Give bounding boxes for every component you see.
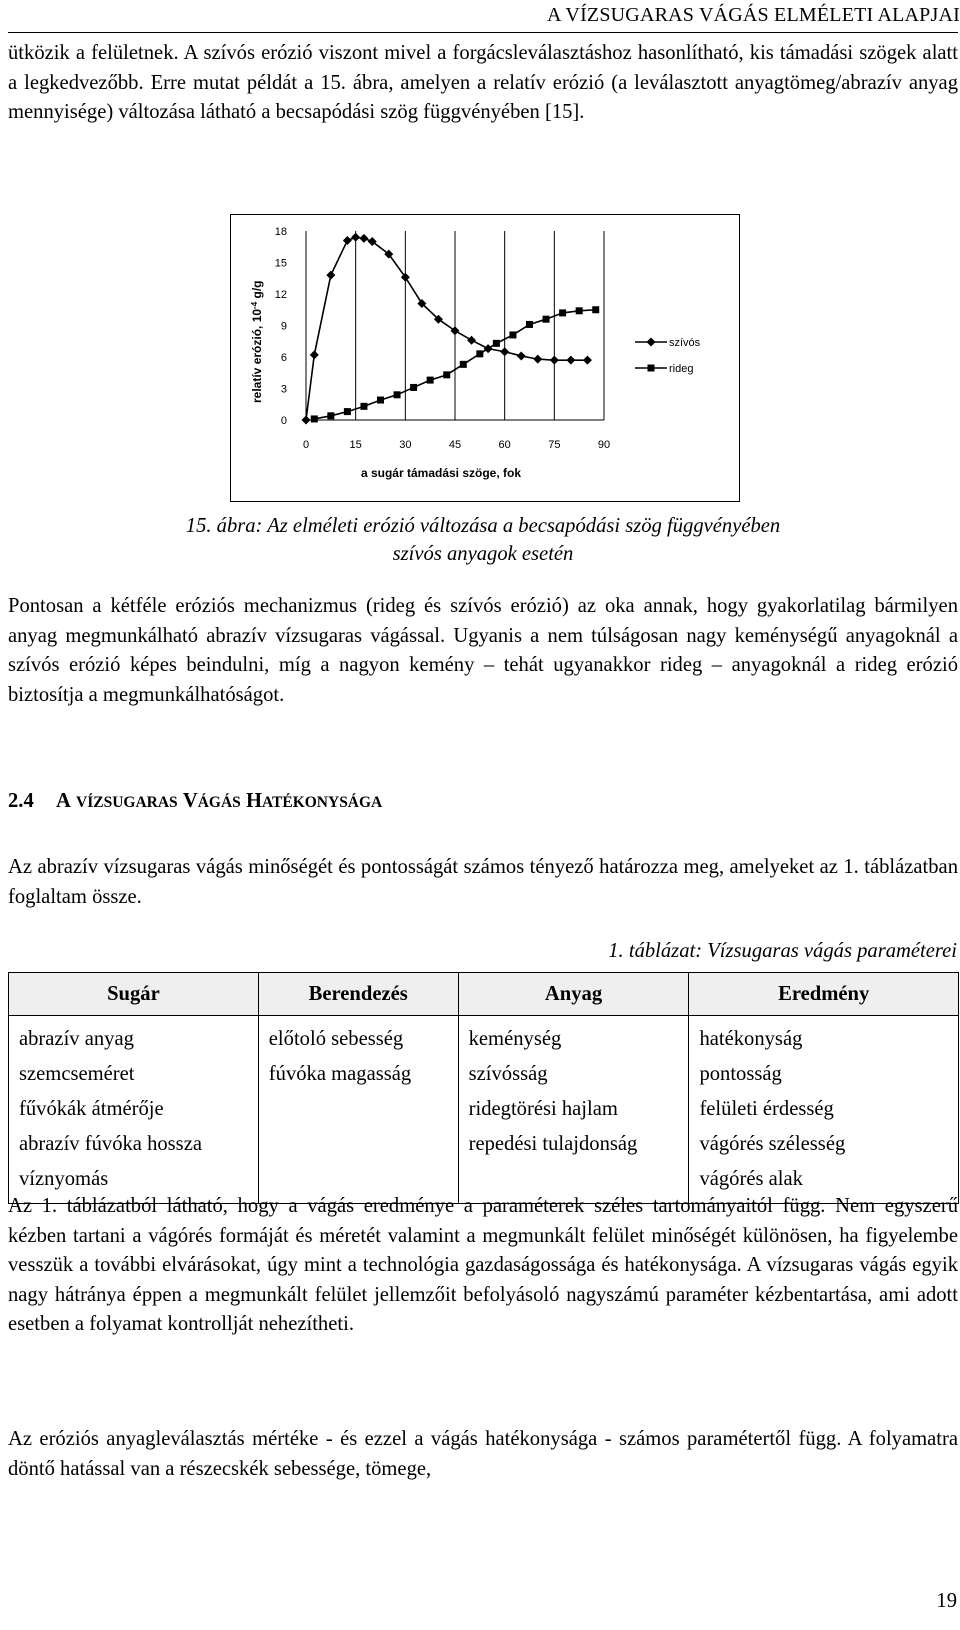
data-point-rideg [360, 403, 367, 410]
paragraph-erosion-factors: Az eróziós anyagleválasztás mértéke - és ezzel a vágás hatékonysága - számos paramétertől függ. A folyamatra döntő hatással van a részecskék sebessége, tömege, [8, 1428, 958, 1480]
section-title-part-2: ÁGÁS [197, 794, 241, 811]
list-item: vágórés szélesség [699, 1133, 846, 1155]
data-point-rideg [543, 316, 550, 323]
table-cell-eredmeny [689, 1016, 959, 1204]
erosion-chart [231, 215, 739, 501]
data-point-szívós [517, 351, 526, 360]
data-point-szívós [351, 233, 360, 242]
list-item: előtoló sebesség [268, 1028, 404, 1050]
data-point-rideg [410, 384, 417, 391]
intro-paragraph: ütközik a felületnek. A szívós erózió viszont mivel a forgácsleválasztáshoz hasonlítható, kis támadási szögek alatt a legkedvezőbb. Erre mutat példát a 15. ábra, amelyen a relatív erózió (a leválasztott anyagtömeg/abrazív anyag mennyisége) változása látható a becsapódási szög függvényében [15]. [8, 42, 958, 123]
data-point-rideg [327, 412, 334, 419]
header-rule [8, 32, 958, 33]
section-title-part-3: ATÉKONYSÁGA [261, 794, 383, 811]
table-cell-anyag [458, 1016, 689, 1204]
list-item: fúvóka magasság [268, 1063, 412, 1085]
list-item: vágórés alak [699, 1168, 803, 1190]
list-item: ridegtörési hajlam [468, 1098, 618, 1120]
x-tick-label: 15 [349, 439, 362, 451]
data-point-szívós [550, 356, 559, 365]
data-point-szívós [467, 336, 476, 345]
legend-label-rideg: rideg [669, 363, 694, 375]
list-item: felületi érdesség [699, 1098, 834, 1120]
data-point-rideg [394, 391, 401, 398]
data-point-szívós [566, 356, 575, 365]
table-caption: 1. táblázat: Vízsugaras vágás paraméterei [608, 940, 957, 962]
running-header: A VÍZSUGARAS VÁGÁS ELMÉLETI ALAPJAI [547, 4, 960, 26]
legend-marker-rideg [648, 365, 655, 372]
data-point-szívós [310, 350, 319, 359]
y-tick-label: 0 [280, 415, 287, 427]
section-title-cap-1: A [56, 790, 71, 812]
x-tick-label: 75 [548, 439, 561, 451]
data-point-rideg [311, 415, 318, 422]
list-item: szemcseméret [19, 1063, 135, 1085]
data-point-rideg [509, 331, 516, 338]
paragraph-table-analysis: Az 1. táblázatból látható, hogy a vágás eredménye a paraméterek széles tartományaitól függ. Nem egyszerű kézben tartani a vágórés formáját és méretét valamint a megmunkált felület minőségét különösen, ha figyelembe vesszük a további elvárásokat, úgy mint a technológia gazdaságossága és hatékonysága. A vízsugaras vágás egyik nagy hátránya éppen a megmunkált felület jellemzőit befolyásoló nagyszámú paraméter kézbentartása, ami adott esetben a folyamat kontrollját nehezítheti. [8, 1195, 958, 1335]
y-axis-label: relatív erózió, $10^{-4}$ g/g [249, 280, 264, 403]
data-point-rideg [493, 340, 500, 347]
y-tick-label: 18 [274, 226, 287, 238]
data-point-rideg [592, 306, 599, 313]
list-item: repedési tulajdonság [468, 1133, 638, 1155]
data-point-rideg [443, 371, 450, 378]
x-tick-label: 30 [399, 439, 412, 451]
y-tick-label: 15 [274, 257, 287, 270]
table-header-cell: Eredmény [689, 973, 959, 1016]
section-title-part-1: VÍZSUGARAS [76, 794, 178, 811]
x-tick-label: 0 [302, 439, 310, 451]
paragraph-table-intro: Az abrazív vízsugaras vágás minőségét és pontosságát számos tényező határozza meg, amelyeket az 1. táblázatban foglaltam össze. [8, 856, 958, 908]
section-title-cap-2: V [182, 790, 198, 812]
data-point-szívós [326, 271, 335, 280]
x-tick-label: 45 [448, 439, 462, 451]
y-tick-label: 3 [280, 383, 287, 396]
list-item: abrazív anyag [19, 1028, 134, 1050]
legend-marker-szívós [647, 338, 656, 347]
data-point-szívós [359, 234, 368, 243]
data-point-rideg [559, 309, 566, 316]
legend-label-szívós: szívós [669, 337, 701, 349]
data-point-szívós [500, 347, 509, 356]
data-point-szívós [583, 356, 592, 365]
x-axis-label: a sugár támadási szöge, fok [360, 466, 522, 480]
x-tick-label: 60 [498, 439, 511, 451]
section-title-cap-3: H [245, 790, 262, 812]
list-item: hatékonyság [699, 1028, 803, 1050]
figure-caption-line-1: 15. ábra: Az elméleti erózió változása a becsapódási szög függvényében [185, 515, 781, 537]
data-point-rideg [476, 350, 483, 357]
data-point-szívós [302, 416, 311, 425]
table-header-cell: Sugár [9, 973, 259, 1016]
data-point-szívós [533, 355, 542, 364]
list-item: pontosság [699, 1063, 782, 1085]
data-point-rideg [377, 397, 384, 404]
y-tick-label: 6 [280, 352, 287, 364]
list-item: szívósság [468, 1063, 548, 1085]
section-number: 2.4 [8, 790, 34, 812]
data-point-rideg [427, 377, 434, 384]
table-header-row [9, 973, 959, 1016]
list-item: abrazív fúvóka hossza [19, 1133, 202, 1155]
y-tick-label: 9 [280, 320, 287, 333]
table-cell-berendezes [258, 1016, 458, 1204]
data-point-rideg [460, 361, 467, 368]
table-header-cell: Berendezés [258, 973, 458, 1016]
y-tick-label: 12 [274, 289, 287, 301]
erosion-chart-figure [230, 214, 740, 502]
page-number: 19 [936, 1590, 957, 1612]
data-point-rideg [526, 321, 533, 328]
data-point-rideg [576, 307, 583, 314]
parameters-table [8, 972, 959, 1204]
series-line-szívós [306, 237, 587, 420]
section-heading [8, 790, 382, 813]
list-item: keménység [468, 1028, 562, 1050]
x-tick-label: 90 [597, 439, 611, 451]
figure-caption-line-2: szívós anyagok esetén [392, 543, 574, 565]
chart-content [250, 226, 701, 480]
table-cell-sugar [9, 1016, 259, 1204]
paragraph-mechanisms: Pontosan a kétféle eróziós mechanizmus (rideg és szívós erózió) az oka annak, hogy gyakorlatilag bármilyen anyag megmunkálható abrazív vízsugaras vágással. Ugyanis a nem túlságosan nagy keménységű anyagoknál a szívós erózió képes beindulni, míg a nagyon kemény – tehát ugyanakkor rideg – anyagoknál a rideg erózió biztosítja a megmunkálhatóságot. [8, 595, 958, 706]
data-point-rideg [344, 408, 351, 415]
list-item: fűvókák átmérője [19, 1098, 164, 1120]
table-header-cell: Anyag [458, 973, 689, 1016]
list-item: víznyomás [19, 1168, 109, 1190]
table-row [9, 1016, 959, 1204]
data-point-szívós [343, 236, 352, 245]
